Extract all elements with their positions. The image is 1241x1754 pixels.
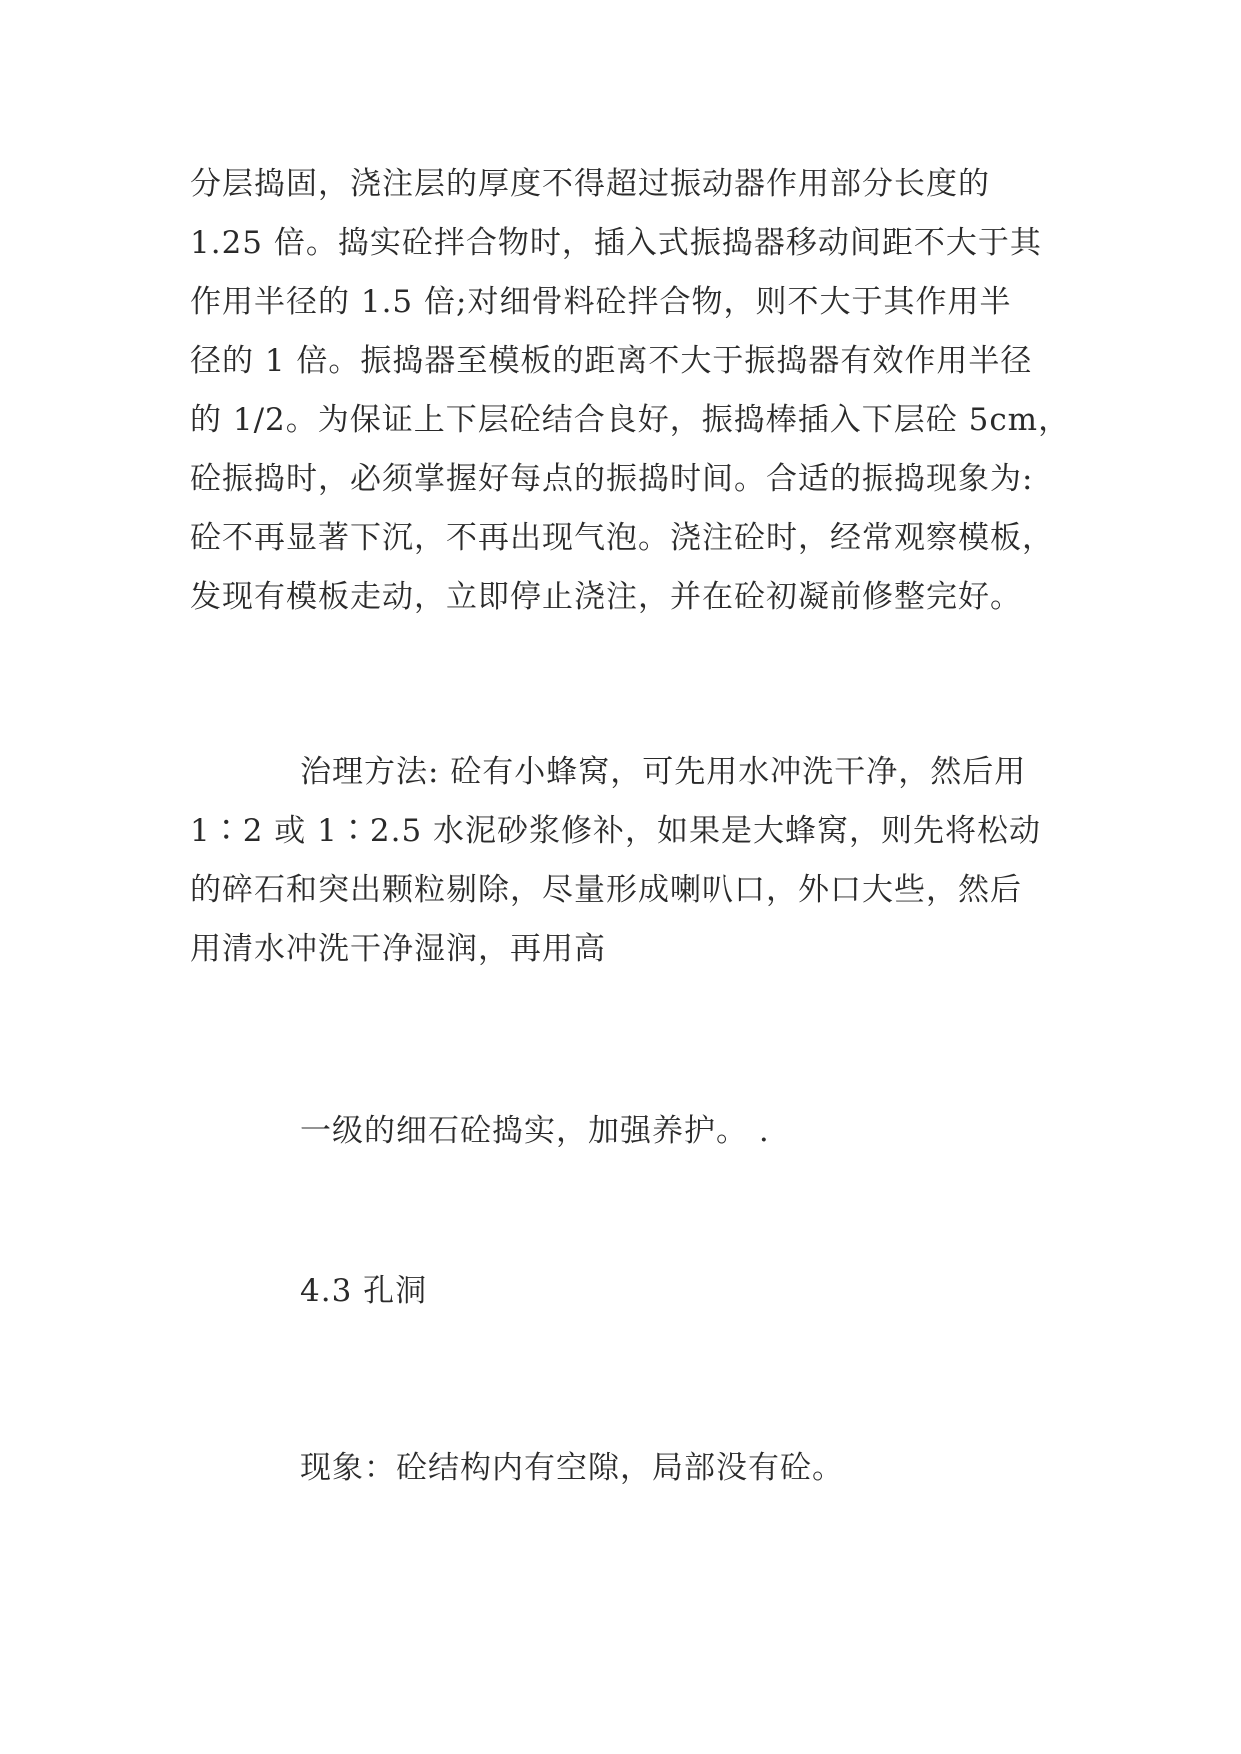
text-line: 的 1/2。为保证上下层砼结合良好，振捣棒插入下层砼 5cm， xyxy=(190,402,1071,438)
text-line: 发现有模板走动，立即停止浇注，并在砼初凝前修整完好。 xyxy=(190,579,1022,615)
text-line: 1∶2 或 1∶2.5 水泥砂浆修补，如果是大蜂窝，则先将松动 xyxy=(190,813,1042,849)
text-line: 砼不再显著下沉，不再出现气泡。浇注砼时，经常观察模板， xyxy=(190,520,1054,556)
text-line: 分层捣固，浇注层的厚度不得超过振动器作用部分长度的 xyxy=(190,166,990,202)
text-line: 径的 1 倍。振捣器至模板的距离不大于振捣器有效作用半径 xyxy=(190,343,1033,379)
text-line: 用清水冲洗干净湿润，再用高 xyxy=(190,931,606,967)
text-line: 的碎石和突出颗粒剔除，尽量形成喇叭口，外口大些，然后 xyxy=(190,872,1022,908)
text-line: 治理方法: 砼有小蜂窝，可先用水冲洗干净，然后用 xyxy=(300,754,1027,790)
paragraph-continuation: 一级的细石砼捣实，加强养护。 . xyxy=(300,1113,770,1149)
section-heading: 4.3 孔洞 xyxy=(300,1273,428,1309)
text-line: 作用半径的 1.5 倍;对细骨料砼拌合物，则不大于其作用半 xyxy=(190,284,1012,320)
paragraph-phenomenon: 现象：砼结构内有空隙，局部没有砼。 xyxy=(300,1450,844,1486)
text-line: 砼振捣时，必须掌握好每点的振捣时间。合适的振捣现象为: xyxy=(190,461,1034,497)
text-line: 1.25 倍。捣实砼拌合物时，插入式振捣器移动间距不大于其 xyxy=(190,225,1042,261)
